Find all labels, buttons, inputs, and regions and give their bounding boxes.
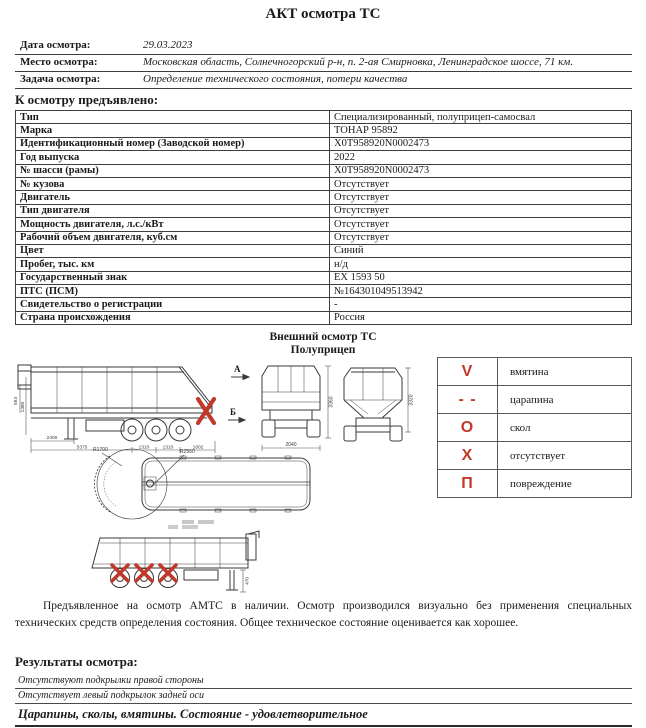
scratch-label: царапина — [510, 393, 554, 406]
spec-label: ПТС (ПСМ) — [16, 285, 330, 298]
dent-symbol: V — [438, 358, 498, 385]
table-row — [16, 204, 632, 217]
chip-symbol: О — [438, 414, 498, 441]
legend-row — [438, 386, 631, 414]
table-row — [16, 177, 632, 190]
spec-value: ТОНАР 95892 — [330, 124, 632, 137]
place-label: Место осмотра: — [20, 56, 98, 68]
spec-value: 2022 — [330, 151, 632, 164]
spec-label: Год выпуска — [16, 151, 330, 164]
result-line: Отсутствует левый подкрылок задней оси — [15, 689, 632, 704]
dim-label: 2400 — [46, 436, 58, 441]
spec-label: Свидетельство о регистрации — [16, 298, 330, 311]
dim-label: 5375 — [76, 445, 88, 451]
date-label: Дата осмотра: — [20, 39, 91, 51]
table-row — [16, 244, 632, 257]
spec-value: Отсутствует — [330, 218, 632, 231]
missing-label: отсутствует — [510, 449, 566, 462]
spec-value: - — [330, 298, 632, 311]
table-row — [16, 124, 632, 137]
spec-label: Марка — [16, 124, 330, 137]
task-label: Задача осмотра: — [20, 73, 101, 85]
inspection-title: Внешний осмотр ТС — [269, 331, 377, 343]
spec-value: Отсутствует — [330, 231, 632, 244]
table-row — [16, 258, 632, 271]
table-row — [16, 218, 632, 231]
spec-value: н/д — [330, 258, 632, 271]
result-line: Отсутствуют подкрылки правой стороны — [15, 674, 632, 689]
spec-value: Отсутствует — [330, 191, 632, 204]
spec-label: Тип — [16, 111, 330, 124]
summary-paragraph: Предъявленное на осмотр АМТС в наличии. Осмотр производился визуально без применения специальных технических средств определения состояния. Общее техническое состояние оценивается как хорошее. — [15, 600, 632, 630]
spec-label: № кузова — [16, 177, 330, 190]
date-value: 29.03.2023 — [143, 39, 193, 51]
table-row — [16, 231, 632, 244]
inspection-subtitle: Полуприцеп — [290, 344, 356, 356]
spec-label: Рабочий объем двигателя, куб.см — [16, 231, 330, 244]
dim-label: 3320 — [408, 394, 415, 406]
spec-label: Государственный знак — [16, 271, 330, 284]
spec-label: Двигатель — [16, 191, 330, 204]
spec-label: Пробег, тыс. км — [16, 258, 330, 271]
spec-value: Россия — [330, 311, 632, 324]
chip-label: скол — [510, 421, 531, 434]
legend-row — [438, 442, 631, 470]
table-row — [16, 285, 632, 298]
damage-legend — [437, 357, 632, 498]
table-row — [16, 271, 632, 284]
spec-value: X0T958920N0002473 — [330, 164, 632, 177]
table-row — [16, 111, 632, 124]
dim-label: 2040 — [285, 442, 297, 448]
dim-label: 470 — [244, 577, 250, 585]
spec-label: № шасси (рамы) — [16, 164, 330, 177]
place-value: Московская область, Солнечногорский р-н, п. 2-ая Смирновка, Ленинградское шоссе, 71 км. — [143, 56, 574, 68]
dent-label: вмятина — [510, 365, 549, 378]
spec-label: Тип двигателя — [16, 204, 330, 217]
dim-label: 593 — [14, 396, 19, 406]
dim-label: 1602 — [192, 445, 204, 451]
dim-label: 1310 — [138, 445, 150, 451]
dim-label: 1380 — [21, 401, 26, 413]
spec-label: Идентификационный номер (Заводской номер) — [16, 137, 330, 150]
trailer-front-view-drawing — [228, 358, 336, 456]
legend-row — [438, 358, 631, 386]
missing-symbol: Х — [438, 442, 498, 469]
task-value: Определение технического состояния, потери качества — [143, 73, 408, 85]
spec-label: Цвет — [16, 244, 330, 257]
legend-row — [438, 470, 631, 497]
spec-value: ЕХ 1593 50 — [330, 271, 632, 284]
illegible-caption — [168, 525, 198, 529]
damage-symbol: П — [438, 470, 498, 497]
page-title: АКТ осмотра ТС — [265, 6, 381, 22]
damage-label: повреждение — [510, 477, 572, 490]
spec-label: Страна происхождения — [16, 311, 330, 324]
results-heading: Результаты осмотра: — [15, 654, 138, 669]
presented-heading: К осмотру предъявлено: — [15, 92, 159, 107]
spec-value: Специализированный, полуприцеп-самосвал — [330, 111, 632, 124]
vehicle-specs-table — [15, 110, 632, 325]
header-row-task — [15, 72, 632, 89]
result-final-line: Царапины, сколы, вмятины. Состояние - удовлетворительное — [15, 704, 632, 727]
document-header — [15, 38, 632, 89]
table-row — [16, 191, 632, 204]
results-list — [15, 674, 632, 727]
dim-label: 3360 — [328, 396, 335, 408]
legend-row — [438, 414, 631, 442]
table-row — [16, 164, 632, 177]
trailer-top-view-drawing — [80, 444, 324, 526]
spec-value: X0T958920N0002473 — [330, 137, 632, 150]
scratch-symbol: - - — [438, 386, 498, 413]
spec-value: №164301049513942 — [330, 285, 632, 298]
table-row — [16, 137, 632, 150]
header-row-date — [15, 38, 632, 55]
dim-label: 1310 — [162, 445, 174, 451]
section-marker-a: А — [234, 364, 241, 374]
spec-label: Мощность двигателя, л.с./кВт — [16, 218, 330, 231]
section-marker-b: Б — [230, 407, 236, 417]
spec-value: Отсутствует — [330, 177, 632, 190]
header-row-place — [15, 55, 632, 72]
spec-value: Отсутствует — [330, 204, 632, 217]
missing-mark-x — [112, 565, 176, 581]
radius-label: R2560 — [180, 449, 195, 455]
trailer-bottom-side-view-drawing — [80, 524, 280, 602]
table-row — [16, 298, 632, 311]
spec-value: Синий — [330, 244, 632, 257]
table-row — [16, 311, 632, 324]
radius-label: R1700 — [93, 447, 108, 453]
table-row — [16, 151, 632, 164]
trailer-rear-view-drawing — [336, 362, 418, 450]
trailer-side-view-drawing — [12, 355, 230, 457]
